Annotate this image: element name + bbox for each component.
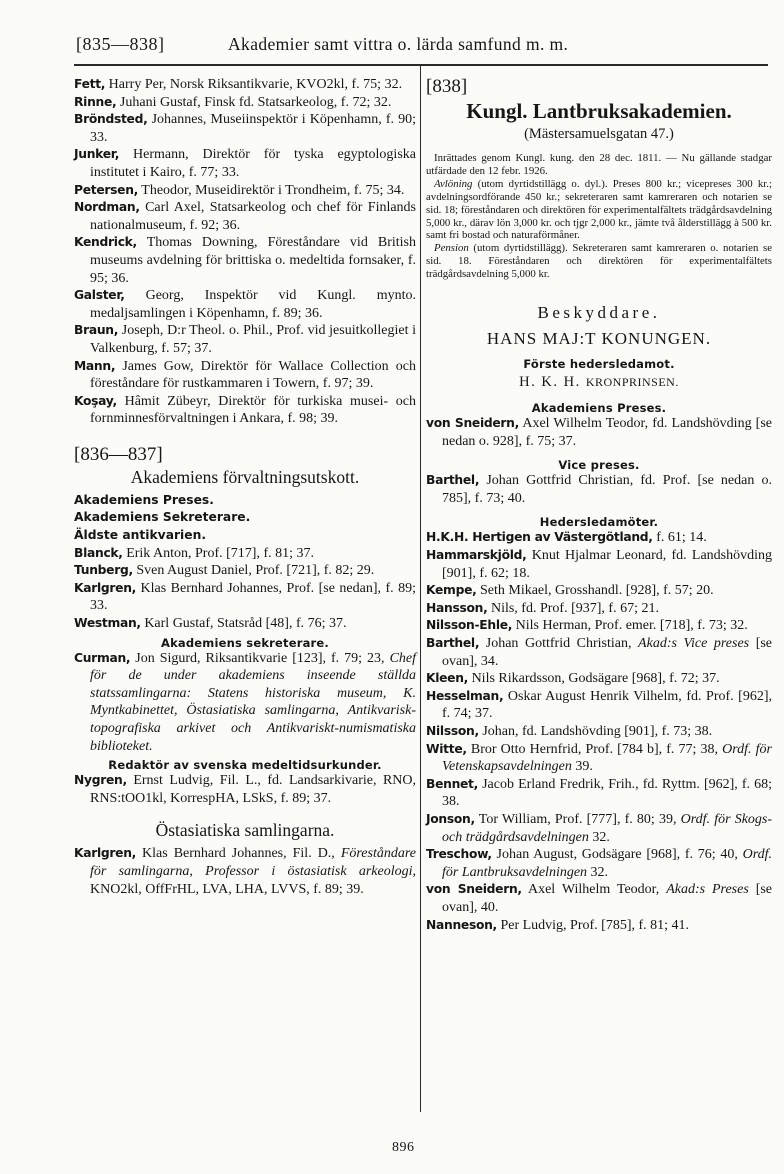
entry-name: Hansson,	[426, 600, 488, 615]
entry-name: Hammarskjöld,	[426, 548, 527, 563]
label-sekreterare: Akademiens Sekreterare.	[74, 510, 251, 525]
list-item: Hansson, Nils, fd. Prof. [937], f. 67; 21.	[426, 600, 659, 616]
entry-name: Barthel,	[426, 636, 480, 650]
entry-name: Bennet,	[426, 776, 479, 791]
label-preses: Akademiens Preses.	[74, 492, 214, 507]
label-antikvarien: Äldste antikvarien.	[74, 528, 207, 543]
list-item: Westman, Karl Gustaf, Statsråd [48], f. 76; 37.	[74, 616, 347, 632]
entry-name: Curman,	[74, 650, 131, 665]
entry-name: von Sneidern,	[426, 416, 520, 431]
entry-name: Kempe,	[426, 583, 477, 598]
academy-title: Kungl. Lantbruksakademien.	[466, 99, 732, 123]
entry-name: Petersen,	[74, 182, 139, 197]
king-name: HANS MAJ:T KONUNGEN.	[486, 329, 712, 349]
entry-karlgren: Karlgren, Klas Bernhard Johannes, Fil. D., Föreståndare för samlingarna, Professor i östasiatisk arkeologi, KNO2kl, OffFrHL, LVA, LHA, LVVS, f. 89; 39.	[74, 846, 416, 897]
entry-name: von Sneidern,	[426, 882, 522, 897]
list-item: Nordman, Carl Axel, Statsarkeolog och chef för Finlands nationalmuseum, f. 92; 36.	[74, 200, 417, 233]
entry-name: Nygren,	[74, 773, 127, 788]
list-item: Nilsson, Johan, fd. Landshövding [901], f. 73; 38.	[426, 723, 713, 739]
section-836-number: [836—837]	[74, 443, 163, 465]
section-838-number: [838]	[426, 76, 468, 97]
list-item: Kleen, Nils Rikardsson, Godsägare [968], f. 72; 37.	[426, 671, 720, 687]
section-836-title: Akademiens förvaltningsutskott.	[130, 466, 360, 487]
entry-name: Nanneson,	[426, 917, 497, 932]
entry-vice-preses: Barthel, Johan Gottfrid Christian, fd. Prof. [se nedan o. 785], f. 73; 40.	[426, 473, 773, 506]
entry-name: Fett,	[74, 77, 106, 91]
beskyddare-heading: Beskyddare.	[537, 303, 661, 323]
list-item: Kendrick, Thomas Downing, Föreståndare vid British museums avdelning för brittiska o. medeltida fornsaker, f. 95; 36.	[74, 235, 416, 286]
right-column	[426, 76, 772, 934]
list-item: Fett, Harry Per, Norsk Riksantikvarie, KVO2kl, f. 75; 32.	[74, 77, 403, 92]
entry-name: Koşay,	[74, 393, 117, 408]
list-item: Blanck, Erik Anton, Prof. [717], f. 81; 37.	[74, 545, 315, 561]
list-item: Nilsson-Ehle, Nils Herman, Prof. emer. [718], f. 73; 32.	[426, 618, 748, 634]
list-item: Koşay, Hâmit Zübeyr, Direktör för turkiska musei- och fornminnesförvaltningen i Ankara, f. 98; 39.	[74, 393, 416, 427]
entry-name: Hesselman,	[426, 688, 504, 703]
entry-name: Karlgren,	[74, 580, 137, 595]
entry-name: Westman,	[74, 616, 141, 631]
entry-name: Tunberg,	[74, 563, 133, 578]
header-title: Akademier samt vittra o. lärda samfund m. m.	[228, 34, 569, 54]
list-item: H.K.H. Hertigen av Västergötland, f. 61; 14.	[426, 530, 707, 546]
entry-preses: von Sneidern, Axel Wilhelm Teodor, fd. Landshövding [se nedan o. 928], f. 75; 37.	[426, 416, 772, 449]
honorary-members-list	[426, 529, 772, 934]
list-item: Tunberg, Sven August Daniel, Prof. [721], f. 82; 29.	[74, 563, 375, 579]
list-item: Petersen, Theodor, Museidirektör i Trondheim, f. 75; 34.	[74, 182, 405, 198]
list-item: Bennet, Jacob Erland Fredrik, Frih., fd. Ryttm. [962], f. 68; 38.	[426, 776, 773, 810]
page-number: 896	[392, 1140, 415, 1155]
entry-name: Karlgren,	[74, 846, 137, 861]
entry-name: Witte,	[426, 741, 467, 756]
entry-name: Kendrick,	[74, 235, 137, 250]
list-item: Karlgren, Klas Bernhard Johannes, Prof. [se nedan], f. 89; 33.	[74, 580, 417, 614]
list-item: Junker, Hermann, Direktör för tyska egyptologiska institutet i Kairo, f. 77; 33.	[74, 147, 416, 180]
entry-name: H.K.H. Hertigen av Västergötland,	[426, 530, 653, 545]
list-item: Kempe, Seth Mikael, Grosshandl. [928], f. 57; 20.	[426, 583, 714, 599]
entry-name: Braun,	[74, 323, 119, 338]
redaktor-heading: Redaktör av svenska medeltidsurkunder.	[108, 758, 382, 773]
para-salary: Avlöning (utom dyrtidstillägg o. dyl.). Preses 800 kr.; vicepreses 300 kr.; avdelningsordförande 450 kr.; sekreteraren samt kamreraren och notarien se sid. 18; föreståndaren och direktören för experimentalfältets trädgårdsavdelning 5,000 kr., därav lön 3,000 kr. och tjgr 2,000 kr., jämte två ålderstillägg à 500 kr. samt fri bostad och naturaförmåner.	[426, 177, 772, 242]
list-item: Witte, Bror Otto Hernfrid, Prof. [784 b], f. 77; 38, Ordf. för Vetenskapsavdelningen 39.	[426, 741, 773, 775]
committee-members-list	[74, 545, 416, 633]
entry-nygren: Nygren, Ernst Ludvig, Fil. L., fd. Landsarkivarie, RNO, RNS:tOO1kl, KorrespHA, LSkS, f. 89; 37.	[74, 773, 416, 806]
academy-address: (Mästersamuelsgatan 47.)	[524, 126, 674, 142]
preses-heading: Akademiens Preses.	[531, 401, 667, 416]
list-item: Nanneson, Per Ludvig, Prof. [785], f. 81; 41.	[426, 917, 690, 933]
entry-name: Nordman,	[74, 200, 140, 215]
entry-name: Junker,	[74, 147, 120, 162]
list-item: Rinne, Juhani Gustaf, Finsk fd. Statsarkeolog, f. 72; 32.	[74, 94, 392, 110]
vice-preses-heading: Vice preses.	[558, 458, 640, 473]
hedersledamoter-heading: Hedersledamöter.	[539, 515, 659, 530]
ostasiatiska-title: Östasiatiska samlingarna.	[155, 820, 335, 841]
running-header	[76, 34, 766, 58]
list-item: Hammarskjöld, Knut Hjalmar Leonard, fd. Landshövding [901], f. 62; 18.	[426, 548, 773, 581]
entry-name: Kleen,	[426, 671, 469, 686]
header-range: [835—838]	[76, 34, 165, 54]
entry-name: Blanck,	[74, 545, 123, 560]
entry-curman: Curman, Jon Sigurd, Riksantikvarie [123], f. 79; 23, Chef för de under akademiens inseende ställda statssamlingarna: Statens historiska museum, K. Myntkabinettet, Östasiatiska samlingarna, Antikvarisk-topografiska arkivet och Antikvariskt-numismatiska biblioteket.	[74, 650, 417, 754]
list-item: Bröndsted, Johannes, Museiinspektör i Köpenhamn, f. 90; 33.	[74, 112, 417, 145]
para-pension: Pension (utom dyrtidstillägg). Sekreteraren samt kamreraren o. notarien se sid. 18. Föreståndaren och direktören för experimentalfältets trädgårdsavdelning 5,000 kr.	[426, 242, 772, 281]
entry-name: Rinne,	[74, 94, 117, 109]
entry-name: Mann,	[74, 358, 116, 373]
list-item: Barthel, Johan Gottfrid Christian, Akad:s Vice preses [se ovan], 34.	[426, 636, 773, 669]
left-column	[74, 76, 416, 898]
entry-name: Nilsson,	[426, 723, 479, 738]
list-item: Mann, James Gow, Direktör för Wallace Collection och föreståndare för rustkammaren i Towern, f. 97; 39.	[74, 358, 416, 392]
para-founded: Inrättades genom Kungl. kung. den 28 dec. 1811. — Nu gällande stadgar utfärdade den 12 febr. 1926.	[426, 152, 772, 177]
sekreterare-heading: Akademiens sekreterare.	[160, 635, 330, 650]
entry-name: Bröndsted,	[74, 112, 148, 127]
list-item: Galster, Georg, Inspektör vid Kungl. myntо. medaljsamlingen i Köpenhamn, f. 89; 36.	[74, 288, 416, 321]
list-item: Braun, Joseph, D:r Theol. o. Phil., Prof. vid jesuitkollegiet i Valkenburg, f. 57; 37.	[74, 323, 417, 356]
kronprins-name: H. K. H. KRONPRINSEN.	[519, 374, 679, 391]
entry-name: Barthel,	[426, 473, 480, 488]
forste-heading: Förste hedersledamot.	[523, 357, 675, 372]
entry-name: Treschow,	[426, 847, 492, 862]
entry-name: Jonson,	[426, 811, 475, 826]
foreign-members-list	[74, 76, 416, 428]
list-item: Jonson, Tor William, Prof. [777], f. 80; 39, Ordf. för Skogs- och trädgårdsavdelningen 32.	[426, 811, 773, 845]
list-item: von Sneidern, Axel Wilhelm Teodor, Akad:s Preses [se ovan], 40.	[426, 882, 773, 915]
column-divider	[420, 66, 421, 1112]
entry-name: Nilsson-Ehle,	[426, 618, 513, 633]
list-item: Hesselman, Oskar August Henrik Vilhelm, fd. Prof. [962], f. 74; 37.	[426, 688, 773, 722]
entry-name: Galster,	[74, 288, 125, 303]
list-item: Treschow, Johan August, Godsägare [968], f. 76; 40, Ordf. för Lantbruksavdelningen 32.	[426, 847, 773, 880]
